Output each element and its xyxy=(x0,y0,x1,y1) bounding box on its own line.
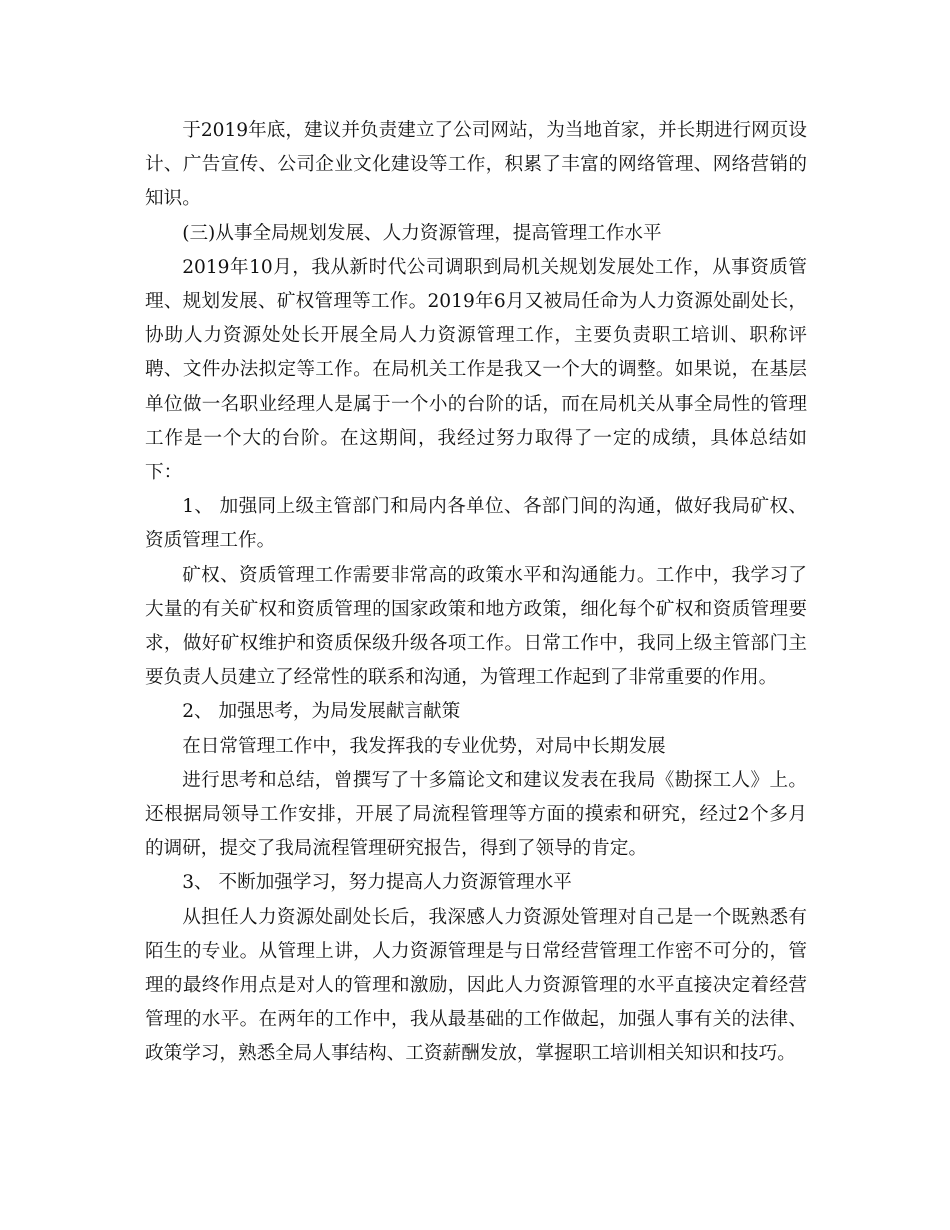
paragraph-papers-research: 进行思考和总结，曾撰写了十多篇论文和建议发表在我局《勘探工人》上。还根据局领导工作安排，开展了局流程管理等方面的摸索和研究，经过2个多月的调研，提交了我局流程管理研究报告，得到了领导的肯定。 xyxy=(145,769,807,860)
item-heading-2: 2、 加强思考，为局发展献言献策 xyxy=(182,701,461,723)
paragraph-professional-advantage: 在日常管理工作中，我发挥我的专业优势，对局中长期发展 xyxy=(182,735,666,757)
section-heading-planning-hr: (三)从事全局规划发展、人力资源管理，提高管理工作水平 xyxy=(182,222,662,244)
item-heading-3: 3、 不断加强学习，努力提高人力资源管理水平 xyxy=(182,872,572,894)
paragraph-hr-learning: 从担任人力资源处副处长后，我深感人力资源处管理对自己是一个既熟悉有陌生的专业。从管理上讲，人力资源管理是与日常经营管理工作密不可分的，管理的最终作用点是对人的管理和激励，因此人力资源管理的水平直接决定着经营管理的水平。在两年的工作中，我从最基础的工作做起，加强人事有关的法律、政策学习，熟悉全局人事结构、工资薪酬发放，掌握职工培训相关知识和技巧。 xyxy=(145,906,807,1065)
paragraph-website: 于2019年底，建议并负责建立了公司网站，为当地首家，并长期进行网页设计、广告宣传、公司企业文化建设等工作，积累了丰富的网络管理、网络营销的知识。 xyxy=(145,120,807,210)
item-heading-1: 1、 加强同上级主管部门和局内各单位、各部门间的沟通，做好我局矿权、资质管理工作。 xyxy=(145,496,807,552)
document-body xyxy=(145,114,807,1072)
paragraph-mining-rights: 矿权、资质管理工作需要非常高的政策水平和沟通能力。工作中，我学习了大量的有关矿权和资质管理的国家政策和地方政策，细化每个矿权和资质管理要求，做好矿权维护和资质保级升级各项工作。日常工作中，我同上级主管部门主要负责人员建立了经常性的联系和沟通，为管理工作起到了非常重要的作用。 xyxy=(145,564,807,689)
paragraph-transfer-to-bureau: 2019年10月，我从新时代公司调职到局机关规划发展处工作，从事资质管理、规划发展、矿权管理等工作。2019年6月又被局任命为人力资源处副处长，协助人力资源处处长开展全局人力资源管理工作，主要负责职工培训、职称评聘、文件办法拟定等工作。在局机关工作是我又一个大的调整。如果说，在基层单位做一名职业经理人是属于一个小的台阶的话，而在局机关从事全局性的管理工作是一个大的台阶。在这期间，我经过努力取得了一定的成绩，具体总结如下： xyxy=(145,256,807,484)
